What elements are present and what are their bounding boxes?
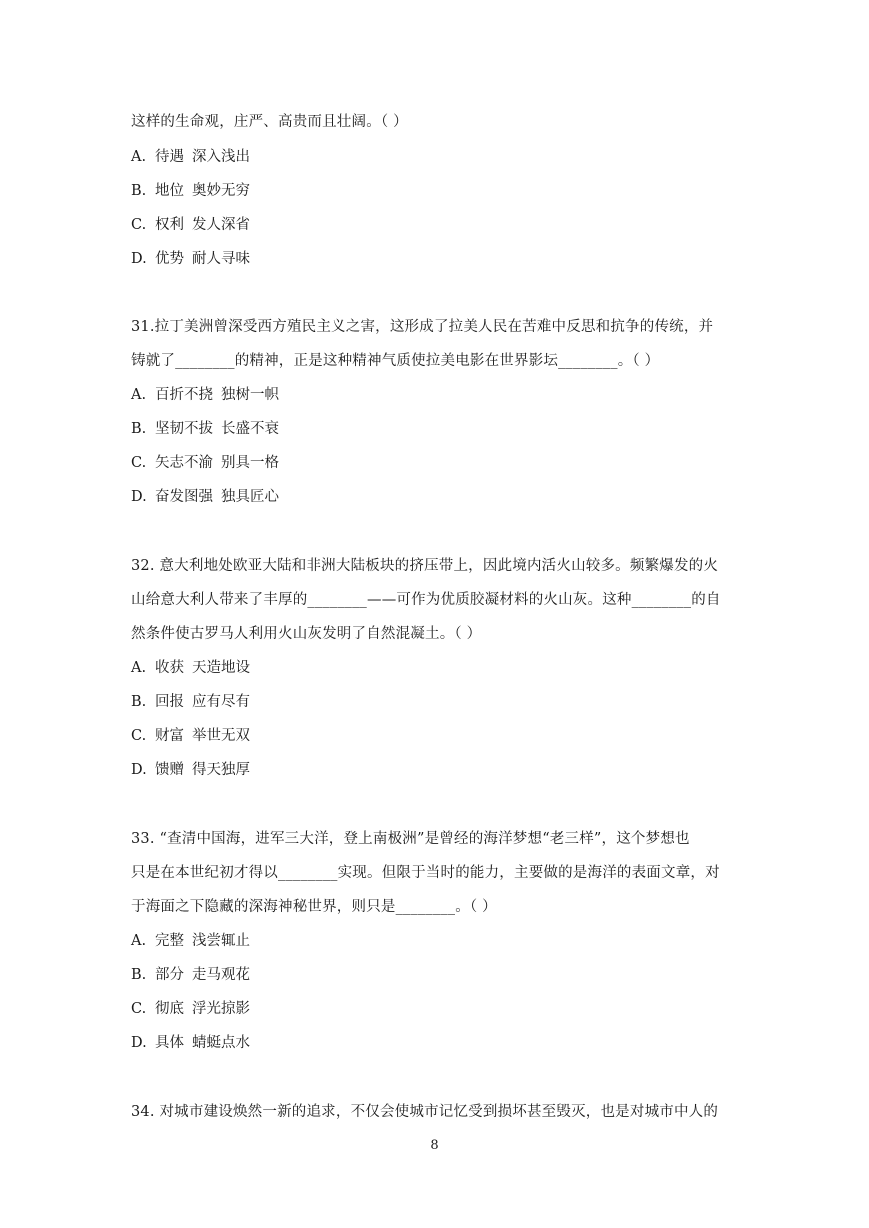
- question-text-line: 只是在本世纪初才得以________实现。但限于当时的能力，主要做的是海洋的表面文章，对: [131, 865, 720, 881]
- option-word-2: 别具一格: [221, 455, 279, 471]
- option-word-2: 奥妙无穷: [192, 183, 250, 199]
- option-word-1: 馈赠: [155, 762, 184, 778]
- option-word-1: 奋发图强: [155, 489, 213, 505]
- option-word-2: 蜻蜓点水: [192, 1035, 250, 1051]
- option-letter: A.: [131, 149, 147, 165]
- question-text-line: 铸就了________的精神，正是这种精神气质使拉美电影在世界影坛________。（ ）: [131, 353, 660, 369]
- option-word-1: 百折不挠: [155, 387, 213, 403]
- option-word-2: 发人深省: [192, 217, 250, 233]
- option-word-1: 完整: [155, 933, 184, 949]
- option-word-1: 财富: [155, 728, 184, 744]
- page-number: 8: [430, 1138, 439, 1153]
- option-letter: B.: [131, 694, 147, 710]
- option-d: [131, 486, 279, 508]
- option-b: [131, 964, 250, 986]
- option-word-1: 彻底: [155, 1001, 184, 1017]
- option-letter: B.: [131, 421, 147, 437]
- option-letter: D.: [131, 762, 147, 778]
- option-word-2: 耐人寻味: [192, 251, 250, 267]
- option-word-2: 浅尝辄止: [192, 933, 250, 949]
- option-a: [131, 930, 250, 952]
- option-a: [131, 146, 250, 168]
- option-word-2: 深入浅出: [192, 149, 250, 165]
- option-c: [131, 725, 250, 747]
- option-letter: A.: [131, 660, 147, 676]
- question-text-line: 33. “查清中国海，进军三大洋，登上南极洲”是曾经的海洋梦想“老三样”，这个梦想也: [131, 831, 690, 847]
- option-word-2: 得天独厚: [192, 762, 250, 778]
- option-word-1: 具体: [155, 1035, 184, 1051]
- option-word-2: 走马观花: [192, 967, 250, 983]
- option-word-2: 独树一帜: [221, 387, 279, 403]
- option-b: [131, 691, 250, 713]
- question-text-line: 山给意大利人带来了丰厚的________——可作为优质胶凝材料的火山灰。这种________的自: [131, 592, 721, 608]
- option-letter: B.: [131, 967, 147, 983]
- option-letter: C.: [131, 1001, 147, 1017]
- option-a: [131, 384, 279, 406]
- option-word-2: 浮光掠影: [192, 1001, 250, 1017]
- option-d: [131, 759, 250, 781]
- question-text-line: 然条件使古罗马人利用火山灰发明了自然混凝土。（ ）: [131, 626, 482, 642]
- option-letter: C.: [131, 455, 147, 471]
- option-d: [131, 248, 250, 270]
- option-letter: A.: [131, 387, 147, 403]
- option-a: [131, 657, 250, 679]
- option-letter: A.: [131, 933, 147, 949]
- option-letter: B.: [131, 183, 147, 199]
- option-b: [131, 418, 279, 440]
- question-text-line: 31.拉丁美洲曾深受西方殖民主义之害，这形成了拉美人民在苦难中反思和抗争的传统，并: [131, 319, 714, 335]
- option-c: [131, 998, 250, 1020]
- option-letter: D.: [131, 251, 147, 267]
- option-word-2: 举世无双: [192, 728, 250, 744]
- option-word-1: 回报: [155, 694, 184, 710]
- option-letter: C.: [131, 217, 147, 233]
- question-text-line: 32. 意大利地处欧亚大陆和非洲大陆板块的挤压带上，因此境内活火山较多。频繁爆发的火: [131, 558, 719, 574]
- option-word-1: 优势: [155, 251, 184, 267]
- option-word-1: 地位: [155, 183, 184, 199]
- option-word-2: 长盛不衰: [221, 421, 279, 437]
- option-word-1: 部分: [155, 967, 184, 983]
- option-word-1: 待遇: [155, 149, 184, 165]
- option-letter: D.: [131, 1035, 147, 1051]
- question-text-line: 34. 对城市建设焕然一新的追求，不仅会使城市记忆受到损坏甚至毁灭，也是对城市中人的: [131, 1104, 719, 1120]
- option-word-1: 权利: [155, 217, 184, 233]
- option-word-2: 独具匠心: [221, 489, 279, 505]
- option-word-1: 收获: [155, 660, 184, 676]
- option-word-1: 坚韧不拔: [155, 421, 213, 437]
- option-letter: D.: [131, 489, 147, 505]
- option-b: [131, 180, 250, 202]
- option-word-2: 应有尽有: [192, 694, 250, 710]
- question-text-line: 于海面之下隐藏的深海神秘世界，则只是________。（ ）: [131, 899, 497, 915]
- option-word-2: 天造地设: [192, 660, 250, 676]
- option-letter: C.: [131, 728, 147, 744]
- option-d: [131, 1032, 250, 1054]
- option-c: [131, 214, 250, 236]
- option-word-1: 矢志不渝: [155, 455, 213, 471]
- question-text-line: 这样的生命观，庄严、高贵而且壮阔。（ ）: [131, 114, 408, 130]
- option-c: [131, 452, 279, 474]
